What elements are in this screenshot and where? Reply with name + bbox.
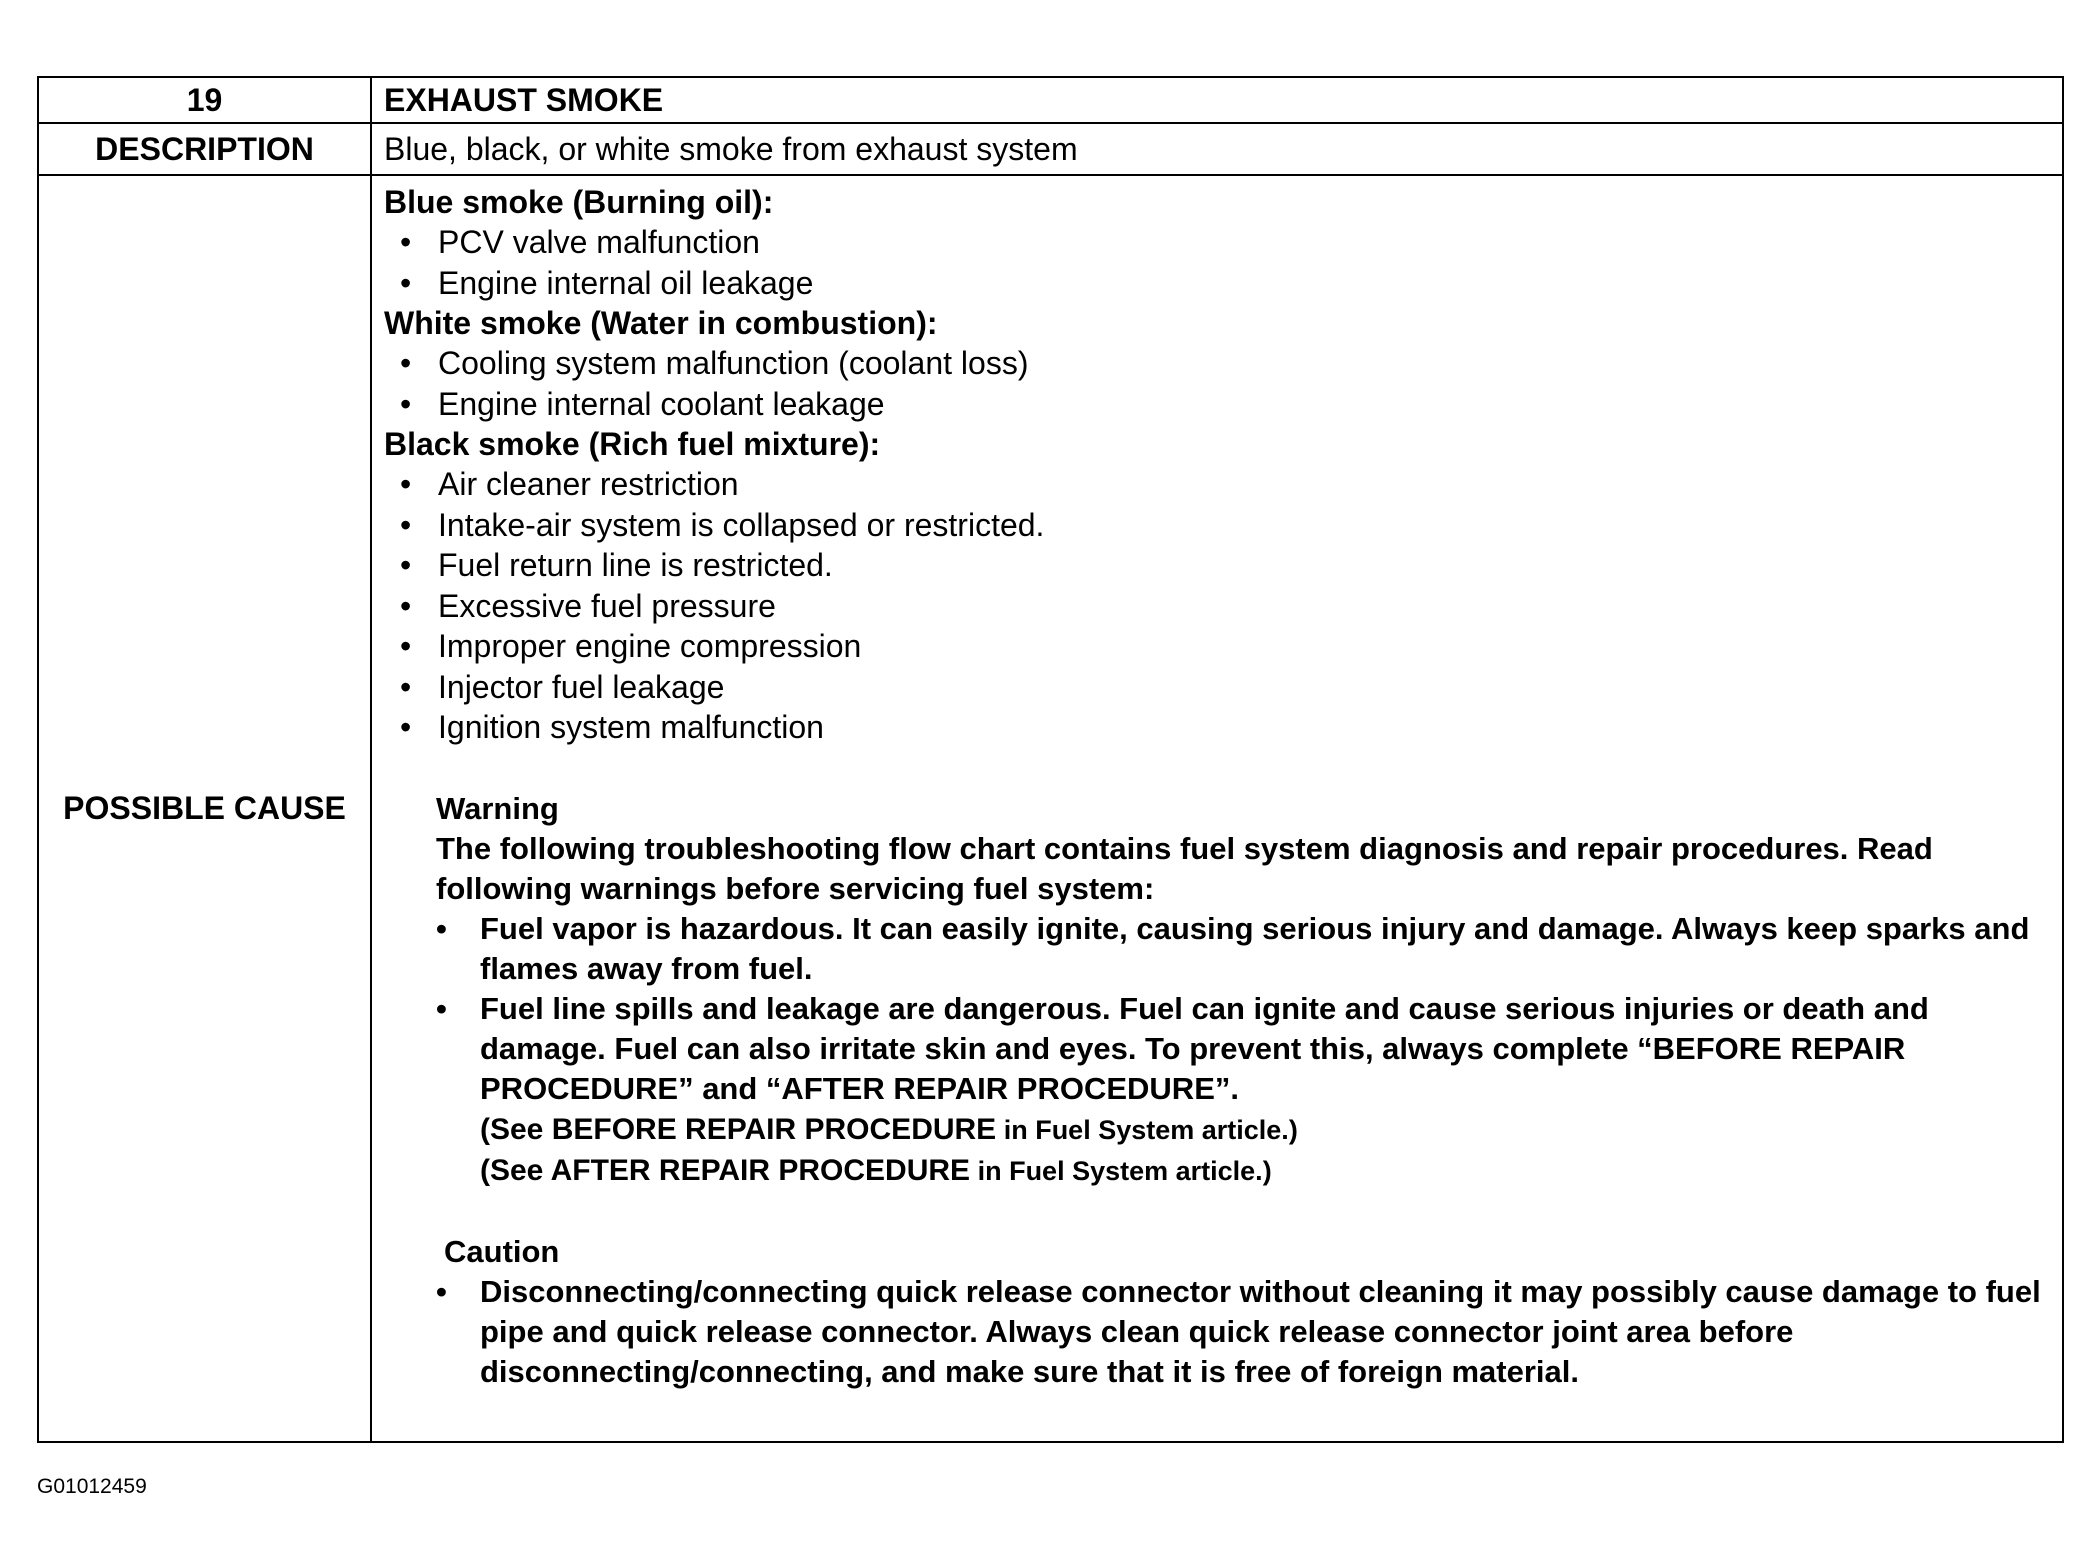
cause-group-blue-smoke (384, 182, 2054, 303)
warning-notice (436, 788, 2054, 1191)
cause-list (384, 343, 2054, 424)
cause-item: • Injector fuel leakage (384, 667, 2054, 708)
description-row (38, 123, 2063, 175)
cause-list (384, 222, 2054, 303)
figure-id: G01012459 (37, 1475, 147, 1498)
symptom-title: EXHAUST SMOKE (371, 77, 2063, 123)
caution-heading: Caution (444, 1233, 560, 1269)
diagnostic-table (37, 76, 2064, 1443)
cause-group-heading: Blue smoke (Burning oil): (384, 184, 774, 220)
warning-list (436, 909, 2054, 1191)
description-text: Blue, black, or white smoke from exhaust system (371, 123, 2063, 175)
warning-item-text: Fuel line spills and leakage are dangerous. Fuel can ignite and cause serious injuries or death and damage. Fuel can also irritate skin and eyes. To prevent this, always complete “BEFORE REPAIR PROCEDURE” and “AFTER REPAIR PROCEDURE”. (480, 990, 1929, 1106)
warning-item (436, 989, 2054, 1191)
cause-item: • Intake-air system is collapsed or restricted. (384, 505, 2054, 546)
cause-list (384, 464, 2054, 748)
cause-item: • PCV valve malfunction (384, 222, 2054, 263)
caution-notice (436, 1231, 2054, 1392)
cause-item: • Improper engine compression (384, 626, 2054, 667)
see-after-suffix: in Fuel System article.) (970, 1155, 1272, 1186)
cause-item: • Cooling system malfunction (coolant loss) (384, 343, 2054, 384)
see-after-prefix: (See AFTER REPAIR PROCEDURE (480, 1153, 971, 1187)
see-before-prefix: (See BEFORE REPAIR PROCEDURE (480, 1112, 997, 1146)
cause-item: • Air cleaner restriction (384, 464, 2054, 505)
cause-group-heading: White smoke (Water in combustion): (384, 305, 938, 341)
cause-item: • Engine internal coolant leakage (384, 384, 2054, 425)
caution-item: • Disconnecting/connecting quick release connector without cleaning it may possibly cause damage to fuel pipe and quick release connector. Always clean quick release connector joint area before disconnecting/connecting, and make sure that it is free of foreign material. (436, 1272, 2054, 1392)
cause-group-white-smoke (384, 303, 2054, 424)
cause-group-black-smoke (384, 424, 2054, 748)
see-after-reference (480, 1154, 1272, 1187)
warning-heading: Warning (436, 790, 559, 826)
cause-item: • Ignition system malfunction (384, 707, 2054, 748)
warning-item: • Fuel vapor is hazardous. It can easily ignite, causing serious injury and damage. Always keep sparks and flames away from fuel. (436, 909, 2054, 989)
cause-item: • Fuel return line is restricted. (384, 545, 2054, 586)
cause-group-heading: Black smoke (Rich fuel mixture): (384, 426, 881, 462)
cause-item: • Engine internal oil leakage (384, 263, 2054, 304)
possible-cause-label: POSSIBLE CAUSE (38, 175, 371, 1442)
possible-cause-content (371, 175, 2063, 1442)
symptom-number: 19 (38, 77, 371, 123)
possible-cause-row (38, 175, 2063, 1442)
header-row (38, 77, 2063, 123)
warning-intro: The following troubleshooting flow chart contains fuel system diagnosis and repair procedures. Read following warnings before servicing fuel system: (436, 830, 1933, 906)
cause-item: • Excessive fuel pressure (384, 586, 2054, 627)
see-before-suffix: in Fuel System article.) (996, 1114, 1298, 1145)
description-label: DESCRIPTION (38, 123, 371, 175)
see-before-reference (480, 1113, 1298, 1146)
caution-list (436, 1272, 2054, 1392)
